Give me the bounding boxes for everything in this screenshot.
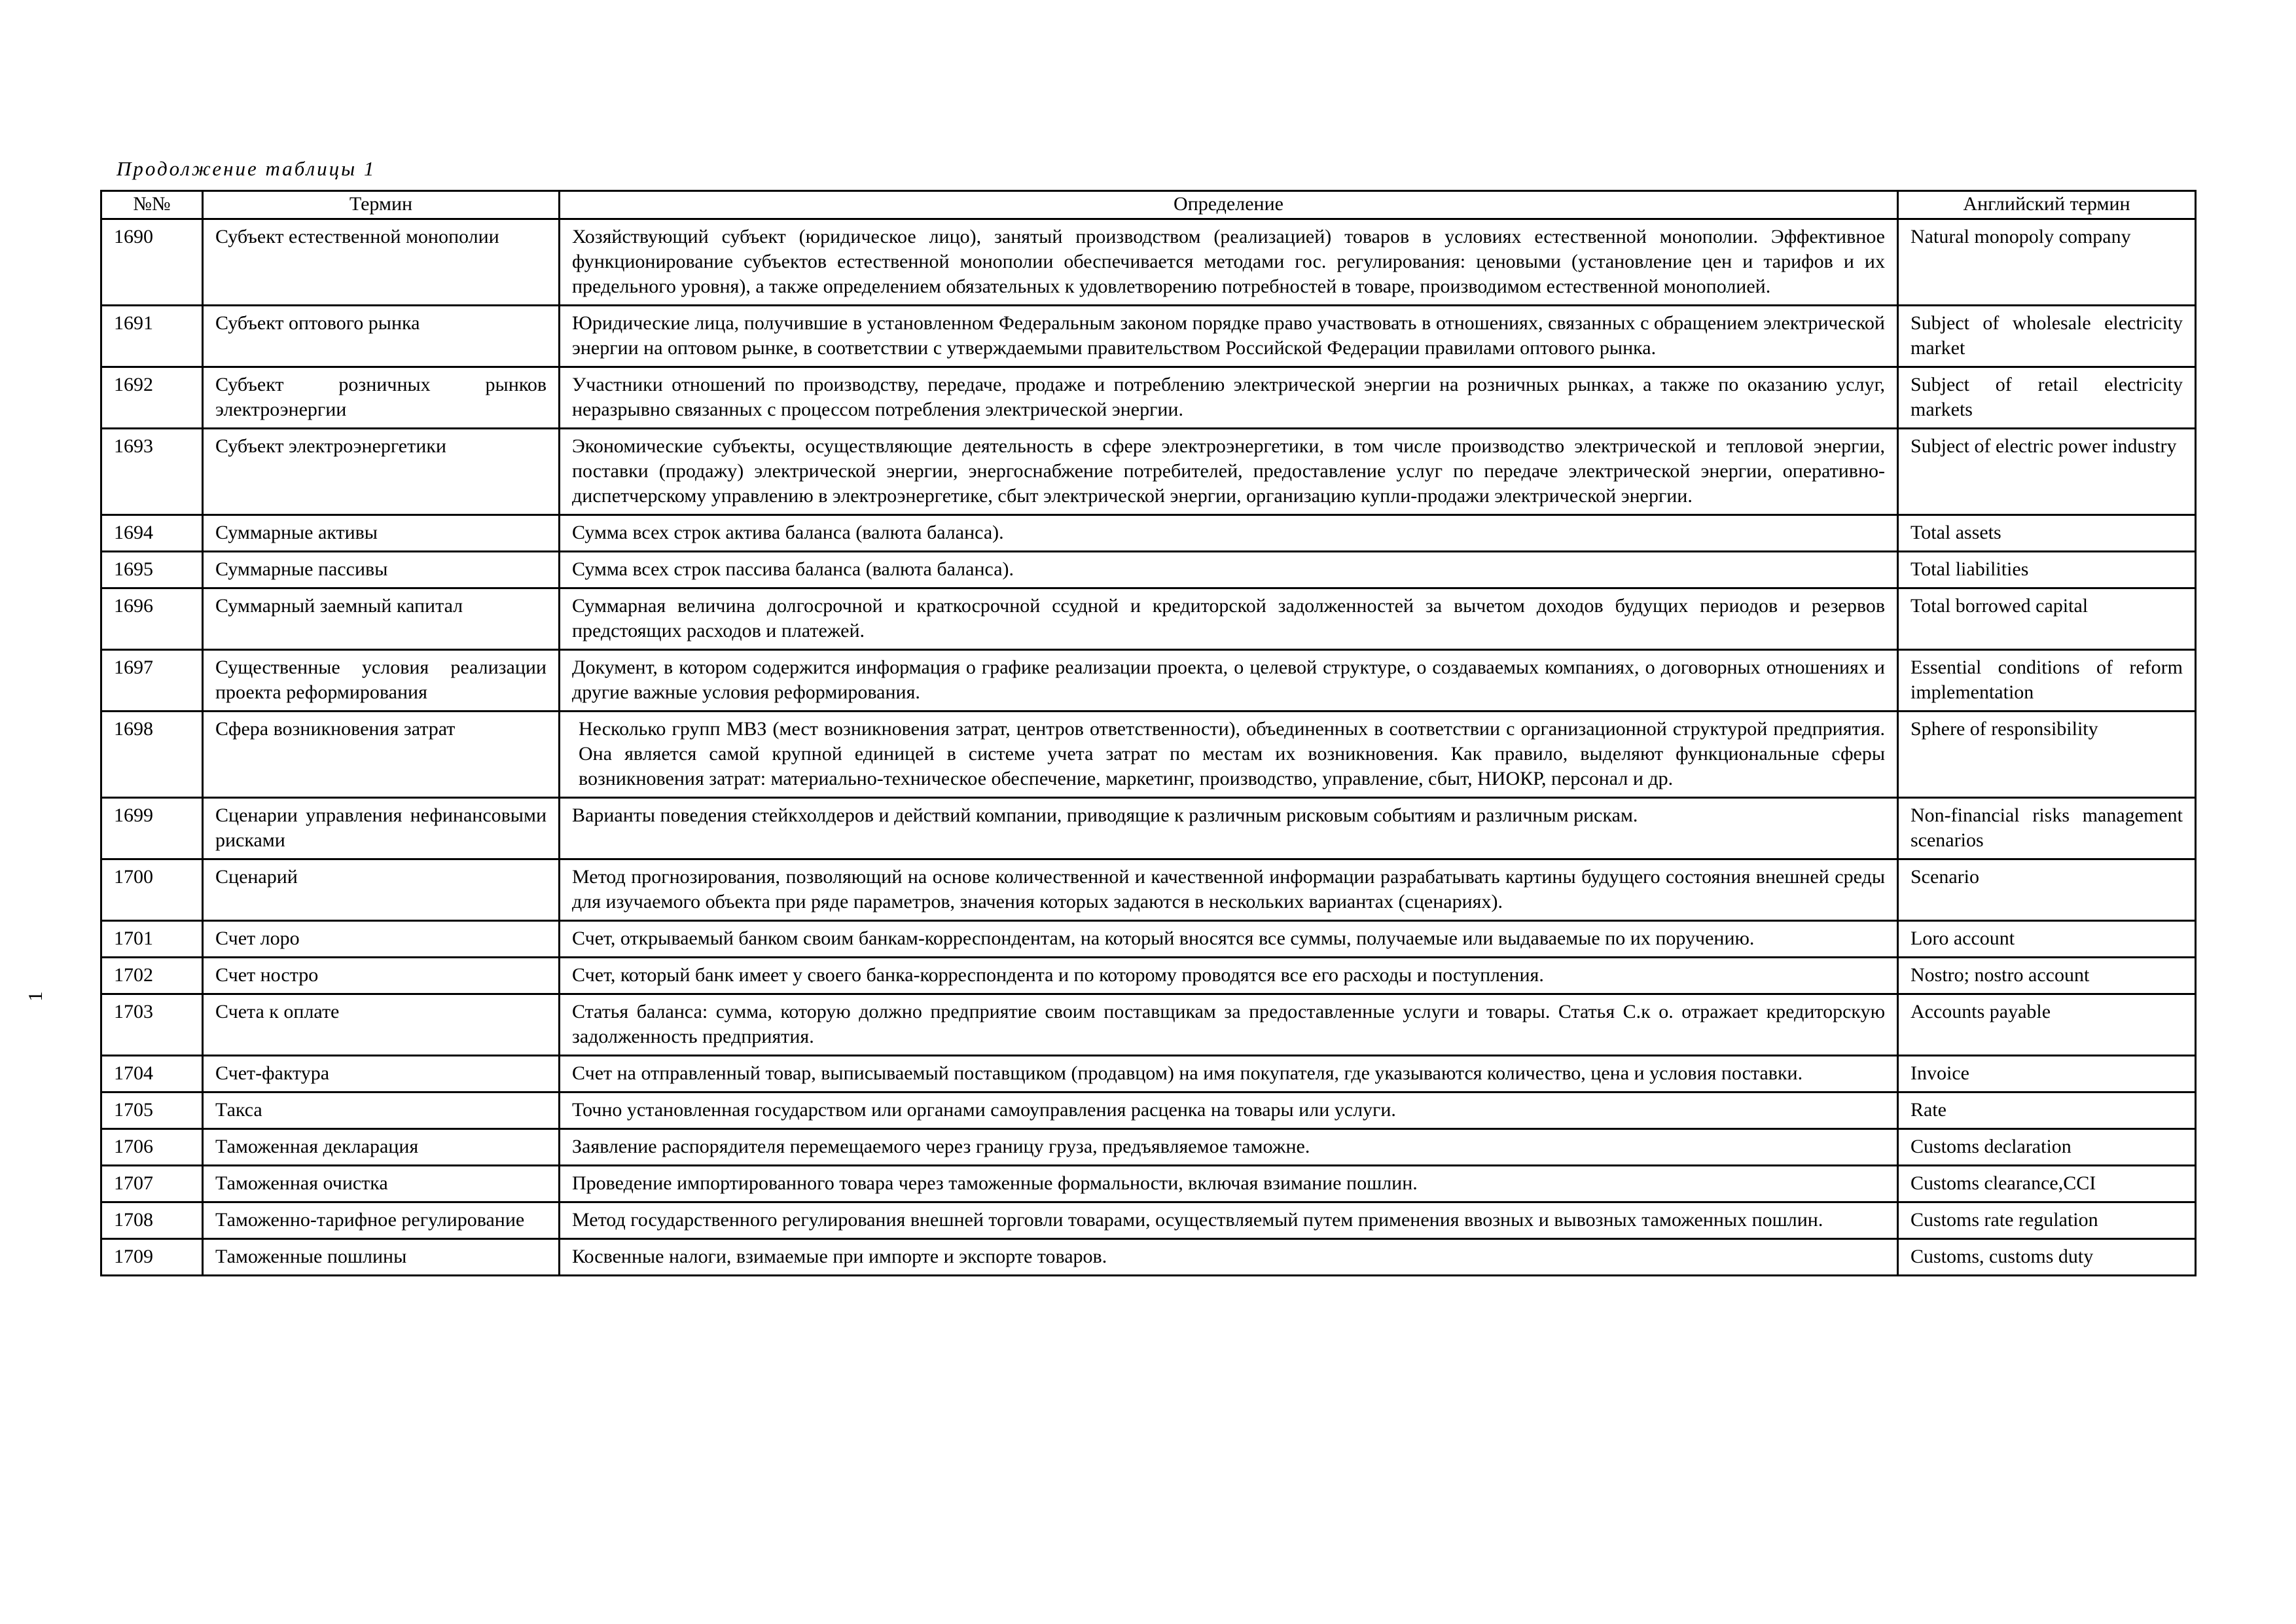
row-number: 1700: [101, 859, 203, 921]
row-definition: Экономические субъекты, осуществляющие деятельность в сфере электроэнергетики, в том числе производство электрической и тепловой энергии, поставки (продажу) электрической энергии, энергоснабжение потребителей, предоставление услуг по передаче электрической энергии, оперативно-диспетчерскому управлению в электроэнергетике, сбыт электрической энергии, организацию купли-продажи электрической энергии.: [560, 429, 1898, 515]
row-term: Таможенные пошлины: [203, 1239, 560, 1276]
row-term: Субъект розничных рынков электроэнергии: [203, 367, 560, 429]
row-english-term: Total borrowed capital: [1898, 588, 2196, 650]
row-term: Счет-фактура: [203, 1056, 560, 1092]
row-english-term: Subject of wholesale electricity market: [1898, 306, 2196, 367]
table-row: [101, 306, 2196, 367]
row-term: Субъект оптового рынка: [203, 306, 560, 367]
row-definition: Косвенные налоги, взимаемые при импорте и экспорте товаров.: [560, 1239, 1898, 1276]
row-english-term: Customs, customs duty: [1898, 1239, 2196, 1276]
header-term: Термин: [203, 191, 560, 219]
row-definition: Сумма всех строк актива баланса (валюта баланса).: [560, 515, 1898, 552]
row-term: Счет ностро: [203, 958, 560, 994]
row-definition: Варианты поведения стейкхолдеров и действий компании, приводящие к различным рисковым событиям и различным рискам.: [560, 798, 1898, 859]
row-definition: Проведение импортированного товара через таможенные формальности, включая взимание пошлин.: [560, 1166, 1898, 1202]
row-definition: Метод государственного регулирования внешней торговли товарами, осуществляемый путем применения ввозных и вывозных таможенных пошлин.: [560, 1202, 1898, 1239]
row-number: 1690: [101, 219, 203, 306]
row-definition: Юридические лица, получившие в установленном Федеральным законом порядке право участвовать в отношениях, связанных с обращением электрической энергии на оптовом рынке, в соответствии с утверждаемыми правительством Российской Федерации правилами оптового рынка.: [560, 306, 1898, 367]
table-row: [101, 588, 2196, 650]
row-number: 1707: [101, 1166, 203, 1202]
header-english: Английский термин: [1898, 191, 2196, 219]
row-english-term: Non-financial risks management scenarios: [1898, 798, 2196, 859]
table-row: [101, 859, 2196, 921]
row-number: 1699: [101, 798, 203, 859]
row-english-term: Essential conditions of reform implementation: [1898, 650, 2196, 712]
row-number: 1704: [101, 1056, 203, 1092]
row-number: 1706: [101, 1129, 203, 1166]
table-body: [101, 219, 2196, 1276]
row-english-term: Invoice: [1898, 1056, 2196, 1092]
table-row: [101, 367, 2196, 429]
row-definition: Сумма всех строк пассива баланса (валюта баланса).: [560, 552, 1898, 588]
row-term: Таможенная очистка: [203, 1166, 560, 1202]
table-row: [101, 958, 2196, 994]
row-english-term: Natural monopoly company: [1898, 219, 2196, 306]
row-definition: Счет, который банк имеет у своего банка-корреспондента и по которому проводятся все его расходы и поступления.: [560, 958, 1898, 994]
row-definition: [560, 712, 1898, 798]
header-definition: Определение: [560, 191, 1898, 219]
table-row: [101, 921, 2196, 958]
row-definition: Статья баланса: сумма, которую должно предприятие своим поставщикам за предоставленные услуги и товары. Статья С.к о. отражает кредиторскую задолженность предприятия.: [560, 994, 1898, 1056]
row-term: Таможенно-тарифное регулирование: [203, 1202, 560, 1239]
header-num: №№: [101, 191, 203, 219]
row-number: 1701: [101, 921, 203, 958]
row-number: 1697: [101, 650, 203, 712]
glossary-table: [100, 190, 2197, 1276]
row-definition: Участники отношений по производству, передаче, продаже и потреблению электрической энергии на розничных рынках, а также по оказанию услуг, неразрывно связанных с процессом потребления электрической энергии.: [560, 367, 1898, 429]
row-english-term: Customs clearance,CCI: [1898, 1166, 2196, 1202]
table-row: [101, 798, 2196, 859]
table-row: [101, 1166, 2196, 1202]
row-term: Субъект естественной монополии: [203, 219, 560, 306]
row-definition: Счет, открываемый банком своим банкам-корреспондентам, на который вносятся все суммы, получаемые или выдаваемые по их поручению.: [560, 921, 1898, 958]
page-number: 1: [24, 991, 46, 1001]
row-term: Таможенная декларация: [203, 1129, 560, 1166]
row-number: 1695: [101, 552, 203, 588]
row-definition-text: Несколько групп МВЗ (мест возникновения затрат, центров ответственности), объединенных в соответствии с организационной структурой предприятия. Она является самой крупной единицей в системе учета затрат по местам их возникновения. Как правило, выделяют функциональные сферы возникновения затрат: материально-техническое обеспечение, маркетинг, производство, управление, сбыт, НИОКР, персонал и др.: [579, 718, 1885, 789]
row-english-term: Subject of retail electricity markets: [1898, 367, 2196, 429]
row-term: Субъект электроэнергетики: [203, 429, 560, 515]
row-english-term: Total liabilities: [1898, 552, 2196, 588]
row-term: Сценарии управления нефинансовыми рисками: [203, 798, 560, 859]
table-row: [101, 650, 2196, 712]
row-term: Сфера возникновения затрат: [203, 712, 560, 798]
row-term: Такса: [203, 1092, 560, 1129]
row-definition: Хозяйствующий субъект (юридическое лицо), занятый производством (реализацией) товаров в условиях естественной монополии. Эффективное функционирование субъектов естественной монополии обеспечивается методами гос. регулирования: ценовыми (установление цен и тарифов и их предельного уровня), а также определением обязательных к удовлетворению потребностей в товаре, производимом естественной монополией.: [560, 219, 1898, 306]
row-definition: Метод прогнозирования, позволяющий на основе количественной и качественной информации разрабатывать картины будущего состояния внешней среды для изучаемого объекта при ряде параметров, значения которых задаются в нескольких вариантах (сценариях).: [560, 859, 1898, 921]
row-english-term: Rate: [1898, 1092, 2196, 1129]
row-english-term: Customs declaration: [1898, 1129, 2196, 1166]
table-row: [101, 994, 2196, 1056]
table-row: [101, 219, 2196, 306]
row-number: 1705: [101, 1092, 203, 1129]
row-english-term: Sphere of responsibility: [1898, 712, 2196, 798]
row-english-term: Loro account: [1898, 921, 2196, 958]
row-number: 1692: [101, 367, 203, 429]
row-number: 1694: [101, 515, 203, 552]
table-row: [101, 1056, 2196, 1092]
row-term: Суммарные активы: [203, 515, 560, 552]
row-english-term: Nostro; nostro account: [1898, 958, 2196, 994]
row-definition: Суммарная величина долгосрочной и краткосрочной ссудной и кредиторской задолженностей за вычетом доходов будущих периодов и резервов предстоящих расходов и платежей.: [560, 588, 1898, 650]
row-english-term: Subject of electric power industry: [1898, 429, 2196, 515]
row-term: Сценарий: [203, 859, 560, 921]
row-number: 1698: [101, 712, 203, 798]
row-number: 1703: [101, 994, 203, 1056]
table-row: [101, 1129, 2196, 1166]
row-term: Суммарный заемный капитал: [203, 588, 560, 650]
row-definition: Точно установленная государством или органами самоуправления расценка на товары или услуги.: [560, 1092, 1898, 1129]
table-row: [101, 1092, 2196, 1129]
row-term: Существенные условия реализации проекта реформирования: [203, 650, 560, 712]
table-row: [101, 1202, 2196, 1239]
row-definition: Документ, в котором содержится информация о графике реализации проекта, о целевой структуре, о создаваемых компаниях, о договорных отношениях и другие важные условия реформирования.: [560, 650, 1898, 712]
row-number: 1696: [101, 588, 203, 650]
table-row: [101, 515, 2196, 552]
row-term: Счет лоро: [203, 921, 560, 958]
row-english-term: Accounts payable: [1898, 994, 2196, 1056]
row-english-term: Total assets: [1898, 515, 2196, 552]
table-row: [101, 429, 2196, 515]
row-english-term: Customs rate regulation: [1898, 1202, 2196, 1239]
row-english-term: Scenario: [1898, 859, 2196, 921]
row-number: 1709: [101, 1239, 203, 1276]
row-definition: Счет на отправленный товар, выписываемый поставщиком (продавцом) на имя покупателя, где указываются количество, цена и условия поставки.: [560, 1056, 1898, 1092]
row-number: 1693: [101, 429, 203, 515]
row-definition: Заявление распорядителя перемещаемого через границу груза, предъявляемое таможне.: [560, 1129, 1898, 1166]
table-header-row: [101, 191, 2196, 219]
table-caption: Продолжение таблицы 1: [117, 157, 376, 180]
table-row: [101, 712, 2196, 798]
row-term: Счета к оплате: [203, 994, 560, 1056]
row-number: 1708: [101, 1202, 203, 1239]
table-row: [101, 552, 2196, 588]
table-row: [101, 1239, 2196, 1276]
row-number: 1702: [101, 958, 203, 994]
row-term: Суммарные пассивы: [203, 552, 560, 588]
row-number: 1691: [101, 306, 203, 367]
